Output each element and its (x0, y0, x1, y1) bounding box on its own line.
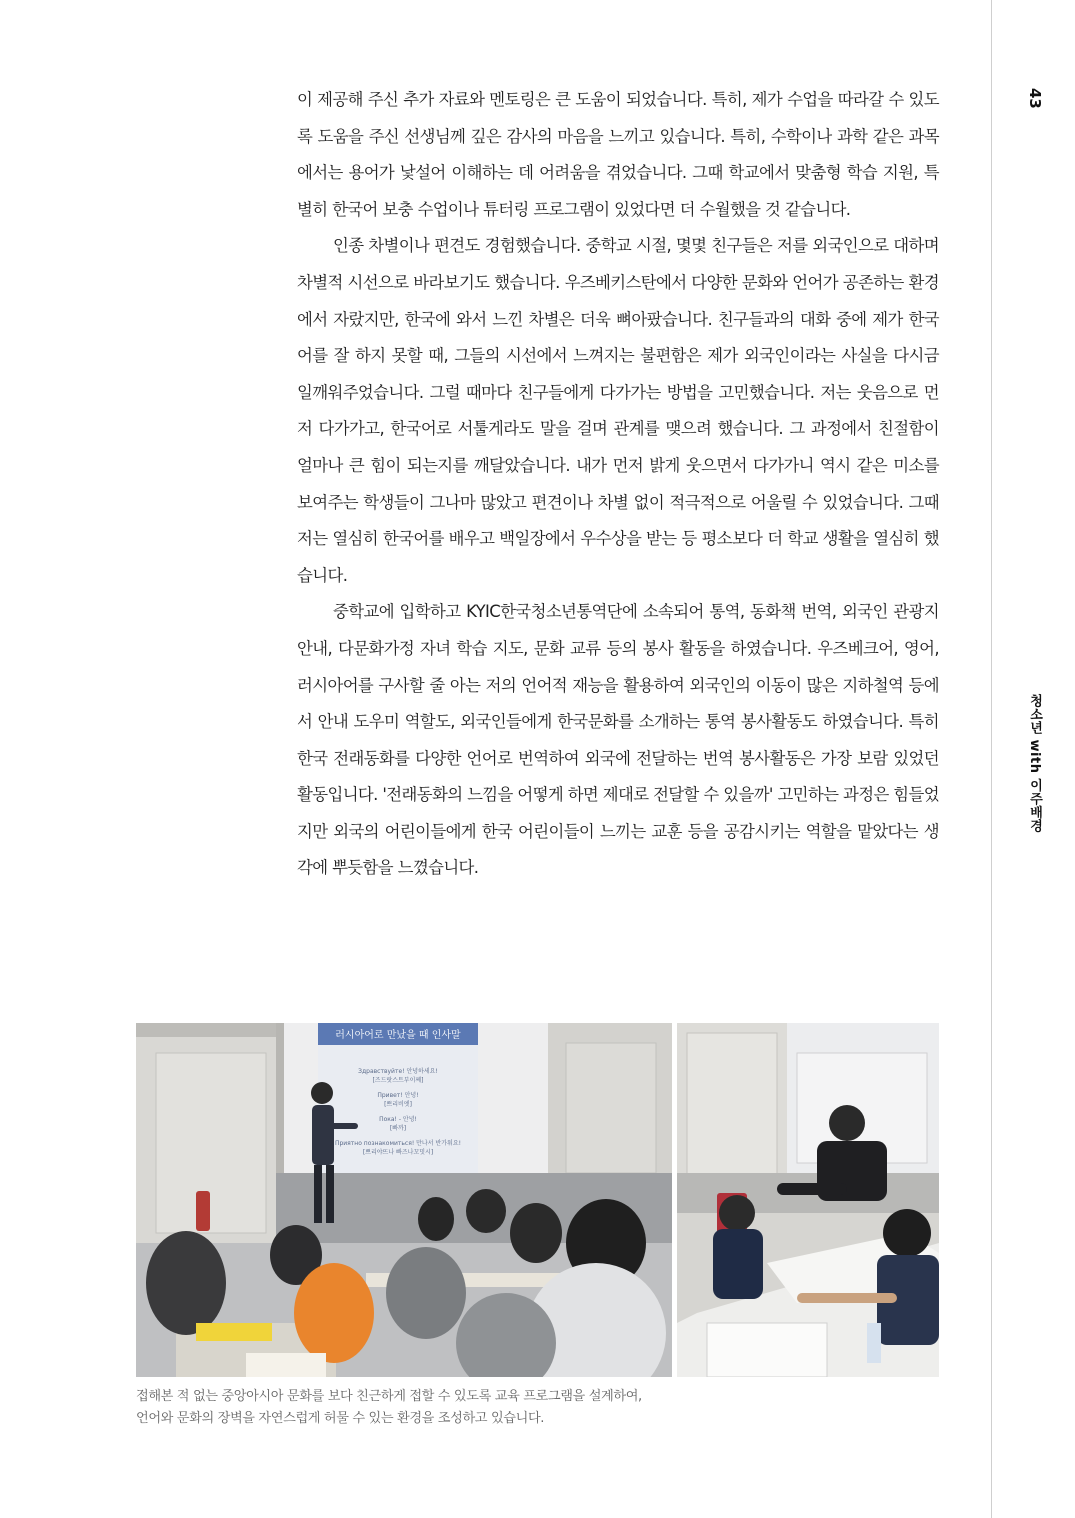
classroom-photo-left (136, 1023, 672, 1377)
slide-line-8: [쁘리야뜨나 빠즈나꼬밋시] (362, 1149, 434, 1156)
slide-line-4: [쁘리비엣] (384, 1101, 412, 1108)
paragraph-2: 인종 차별이나 편견도 경험했습니다. 중학교 시절, 몇몇 친구들은 저를 외국인으로 대하며 차별적 시선으로 바라보기도 했습니다. 우즈베키스탄에서 다양한 문화와 언어가 공존하는 환경에서 자랐지만, 한국에 와서 느낀 차별은 더욱 뼈아팠습니다. 친구들과의 대화 중에 제가 한국어를 잘 하지 못할 때, 그들의 시선에서 느껴지는 불편함은 제가 외국인이라는 사실을 다시금 일깨워주었습니다. 그럴 때마다 친구들에게 다가가는 방법을 고민했습니다. 저는 웃음으로 먼저 다가가고, 한국어로 서툴게라도 말을 걸며 관계를 맺으려 했습니다. 그 과정에서 친절함이 얼마나 큰 힘이 되는지를 깨달았습니다. 내가 먼저 밝게 웃으면서 다가가니 역시 같은 미소를 보여주는 학생들이 그나마 많았고 편견이나 차별 없이 적극적으로 어울릴 수 있었습니다. 그때 저는 열심히 한국어를 배우고 백일장에서 우수상을 받는 등 평소보다 더 학교 생활을 열심히 했습니다. (297, 236, 939, 585)
side-rule (991, 0, 992, 1518)
classroom-photo-right (677, 1023, 939, 1377)
running-title: 청소년 with 이주배경 (1027, 694, 1042, 833)
slide-line-6: [빠까] (389, 1125, 407, 1132)
body-text (297, 82, 939, 887)
page-number: 43 (1026, 88, 1044, 109)
slide-line-7: Приятно познакомиться! 만나서 반가워요! (334, 1140, 462, 1147)
slide-line-1: Здравствуйте! 안녕하세요! (358, 1068, 438, 1075)
slide-line-5: Пока! - 안녕! (379, 1116, 417, 1123)
slide-title: 러시아어로 만났을 때 인사말 (335, 1030, 461, 1041)
workshop-photo-illustration (677, 1023, 939, 1377)
caption-line-2: 언어와 문화의 장벽을 자연스럽게 허물 수 있는 환경을 조성하고 있습니다. (136, 1411, 545, 1426)
photo-caption (136, 1386, 936, 1430)
paragraph-1: 이 제공해 주신 추가 자료와 멘토링은 큰 도움이 되었습니다. 특히, 제가 수업을 따라갈 수 있도록 도움을 주신 선생님께 깊은 감사의 마음을 느끼고 있습니다. 특히, 수학이나 과학 같은 과목에서는 용어가 낯설어 이해하는 데 어려움을 겪었습니다. 그때 학교에서 맞춤형 학습 지원, 특별히 한국어 보충 수업이나 튜터링 프로그램이 있었다면 더 수월했을 것 같습니다. (297, 90, 939, 219)
slide-line-3: Привет! 안녕! (377, 1092, 419, 1099)
paragraph-3: 중학교에 입학하고 KYIC한국청소년통역단에 소속되어 통역, 동화책 번역, 외국인 관광지 안내, 다문화가정 자녀 학습 지도, 문화 교류 등의 봉사 활동을 하였습니다. 우즈베크어, 영어, 러시아어를 구사할 줄 아는 저의 언어적 재능을 활용하여 외국인의 이동이 많은 지하철역 등에서 안내 도우미 역할도, 외국인들에게 한국문화를 소개하는 통역 봉사활동도 하였습니다. 특히 한국 전래동화를 다양한 언어로 번역하여 외국에 전달하는 번역 봉사활동은 가장 보람 있었던 활동입니다. '전래동화의 느낌을 어떻게 하면 제대로 전달할 수 있을까' 고민하는 과정은 힘들었지만 외국의 어린이들에게 한국 어린이들이 느끼는 교훈 등을 공감시키는 역할을 맡았다는 생각에 뿌듯함을 느꼈습니다. (297, 602, 939, 878)
slide-line-2: [즈드랏스트부이쩨] (372, 1077, 424, 1084)
classroom-photo-illustration (136, 1023, 672, 1377)
caption-line-1: 접해본 적 없는 중앙아시아 문화를 보다 친근하게 접할 수 있도록 교육 프로그램을 설계하여, (136, 1389, 642, 1404)
